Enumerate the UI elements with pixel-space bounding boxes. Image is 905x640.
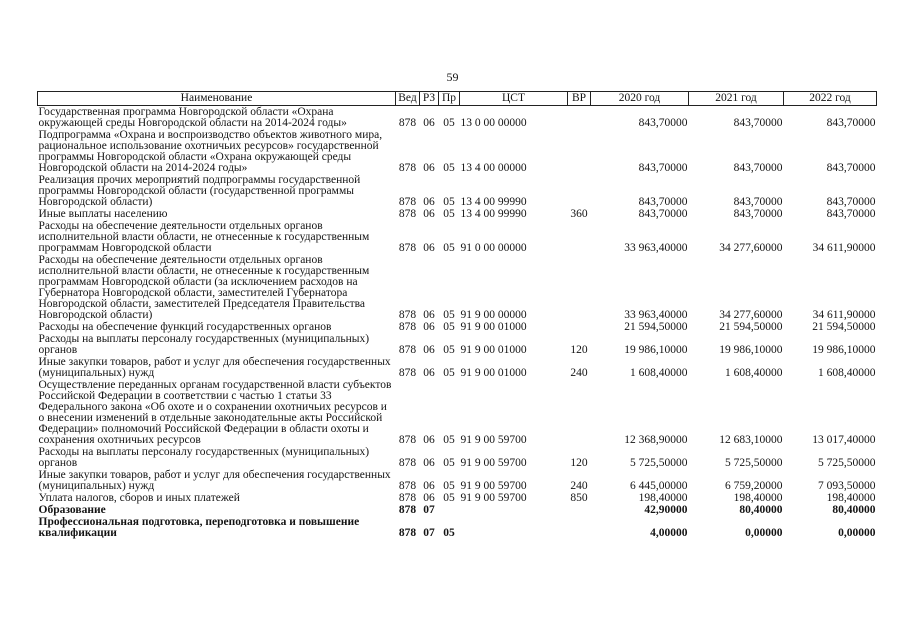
row-2021: 0,00000: [745, 526, 783, 539]
row-2020: 843,70000: [638, 161, 688, 174]
row-rz: 06: [423, 195, 435, 208]
row-name: Подпрограмма «Охрана и воспроизводство объектов животного мира, рациональное использование охотничьих ресурсов» государственной программы Новгородской области «Охрана окружающей среды Новгородской области на 2014-2024 годы»: [38, 128, 383, 174]
row-rz: 06: [423, 456, 435, 469]
row-vr: [568, 106, 591, 129]
row-name: Уплата налогов, сборов и иных платежей: [38, 491, 240, 504]
row-ved: 878: [398, 479, 417, 492]
row-2022: 843,70000: [826, 116, 876, 129]
row-cst: [460, 504, 568, 516]
row-vr: [568, 379, 591, 446]
row-2020: 4,00000: [650, 526, 688, 539]
row-2021: 843,70000: [733, 195, 783, 208]
row-cst: 91 9 00 01000: [460, 320, 527, 333]
row-ved: 878: [398, 456, 417, 469]
row-cst: 91 9 00 00000: [460, 308, 527, 321]
row-pr: 05: [443, 195, 455, 208]
table-row: [38, 333, 877, 356]
row-vr: 120: [570, 456, 588, 469]
row-2020: 42,90000: [644, 503, 688, 516]
row-pr: 05: [443, 366, 455, 379]
row-2020: 198,40000: [638, 491, 688, 504]
row-vr: 360: [570, 207, 588, 220]
row-2022: 843,70000: [826, 195, 876, 208]
table-row: [38, 379, 877, 446]
row-2022: 1 608,40000: [818, 366, 876, 379]
table-row: [38, 174, 877, 208]
row-vr: [568, 321, 591, 333]
header-name: Наименование: [38, 92, 396, 106]
row-2022: 21 594,50000: [812, 320, 876, 333]
row-name: Расходы на обеспечение деятельности отдельных органов исполнительной власти области, не отнесенные к государственным программам Новгородской области: [38, 219, 370, 254]
row-2021: 80,40000: [739, 503, 783, 516]
header-cst: ЦСТ: [460, 92, 568, 106]
row-2020: 5 725,50000: [630, 456, 688, 469]
row-rz: 06: [423, 116, 435, 129]
row-2022: 843,70000: [826, 207, 876, 220]
row-2021: 21 594,50000: [719, 320, 783, 333]
row-vr: [568, 174, 591, 208]
row-2021: 198,40000: [733, 491, 783, 504]
row-pr: 05: [443, 479, 455, 492]
row-cst: 13 4 00 00000: [460, 161, 527, 174]
row-ved: 878: [398, 433, 417, 446]
row-2021: 19 986,10000: [719, 343, 783, 356]
header-2020: 2020 год: [591, 92, 689, 106]
row-pr: 05: [443, 491, 455, 504]
row-rz: 07: [423, 526, 435, 539]
row-ved: 878: [398, 491, 417, 504]
table-row: [38, 446, 877, 469]
row-pr: 05: [443, 207, 455, 220]
row-pr: 05: [443, 320, 455, 333]
row-cst: 13 4 00 99990: [460, 207, 527, 220]
row-rz: 07: [423, 503, 435, 516]
row-name: Реализация прочих мероприятий подпрограммы государственной программы Новгородской области (государственной программы Новгородской области): [38, 173, 361, 208]
row-cst: 13 4 00 99990: [460, 195, 527, 208]
table-row: [38, 220, 877, 254]
row-2021: 34 277,60000: [719, 241, 783, 254]
row-2022: 80,40000: [832, 503, 876, 516]
row-2022: 34 611,90000: [812, 308, 876, 321]
row-2021: 34 277,60000: [719, 308, 783, 321]
row-rz: 06: [423, 320, 435, 333]
row-ved: 878: [398, 241, 417, 254]
row-2021: 1 608,40000: [725, 366, 783, 379]
row-ved: 878: [398, 161, 417, 174]
row-vr: 850: [570, 491, 588, 504]
table-row: [38, 469, 877, 492]
row-ved: 878: [398, 526, 417, 539]
row-ved: 878: [398, 366, 417, 379]
row-cst: 91 0 00 00000: [460, 241, 527, 254]
row-2022: 34 611,90000: [812, 241, 876, 254]
table-row: [38, 321, 877, 333]
row-rz: 06: [423, 366, 435, 379]
row-2022: 5 725,50000: [818, 456, 876, 469]
row-vr: [568, 220, 591, 254]
row-pr: 05: [443, 116, 455, 129]
row-cst: 91 9 00 59700: [460, 479, 527, 492]
row-ved: 878: [398, 116, 417, 129]
row-vr: 240: [570, 366, 588, 379]
row-2021: 843,70000: [733, 116, 783, 129]
row-2021: 12 683,10000: [719, 433, 783, 446]
header-2022: 2022 год: [784, 92, 877, 106]
row-vr: [568, 516, 591, 539]
row-2021: 843,70000: [733, 161, 783, 174]
row-name: Иные выплаты населению: [38, 207, 168, 220]
row-2022: 19 986,10000: [812, 343, 876, 356]
row-name: Государственная программа Новгородской области «Охрана окружающей среды Новгородской области на 2014-2024 годы»: [38, 105, 347, 129]
table-row: [38, 492, 877, 504]
row-2020: 1 608,40000: [630, 366, 688, 379]
row-vr: [568, 129, 591, 174]
row-2020: 12 368,90000: [624, 433, 688, 446]
row-cst: 91 9 00 59700: [460, 491, 527, 504]
row-pr: 05: [443, 433, 455, 446]
row-2021: 6 759,20000: [725, 479, 783, 492]
table-row: [38, 208, 877, 220]
row-rz: 06: [423, 479, 435, 492]
row-ved: 878: [398, 343, 417, 356]
table-row: [38, 106, 877, 129]
table-row: [38, 129, 877, 174]
row-2022: 843,70000: [826, 161, 876, 174]
table-row-section: [38, 516, 877, 539]
row-name: Образование: [38, 503, 106, 516]
row-2020: 6 445,00000: [630, 479, 688, 492]
header-2021: 2021 год: [689, 92, 784, 106]
row-rz: 06: [423, 343, 435, 356]
header-rz: РЗ: [420, 92, 439, 106]
row-pr: 05: [443, 161, 455, 174]
header-ved: Вед: [396, 92, 420, 106]
row-2020: 19 986,10000: [624, 343, 688, 356]
row-rz: 06: [423, 207, 435, 220]
table-row-section: [38, 504, 877, 516]
row-2020: 843,70000: [638, 195, 688, 208]
row-ved: 878: [398, 195, 417, 208]
row-cst: 13 0 00 00000: [460, 116, 527, 129]
row-2022: 0,00000: [838, 526, 876, 539]
row-ved: 878: [398, 207, 417, 220]
row-rz: 06: [423, 491, 435, 504]
table-row: [38, 356, 877, 379]
row-2020: 843,70000: [638, 207, 688, 220]
row-pr: 05: [443, 343, 455, 356]
row-ved: 878: [398, 320, 417, 333]
row-vr: 240: [570, 479, 588, 492]
row-cst: 91 9 00 59700: [460, 433, 527, 446]
row-cst: 91 9 00 01000: [460, 366, 527, 379]
page-number: 59: [446, 70, 459, 84]
row-vr: [568, 504, 591, 516]
row-name: Иные закупки товаров, работ и услуг для обеспечения государственных (муниципальных) нужд: [38, 468, 391, 492]
row-2020: 21 594,50000: [624, 320, 688, 333]
row-2022: 7 093,50000: [818, 479, 876, 492]
row-2021: 843,70000: [733, 207, 783, 220]
row-rz: 06: [423, 161, 435, 174]
row-2022: 198,40000: [826, 491, 876, 504]
row-name: Иные закупки товаров, работ и услуг для обеспечения государственных (муниципальных) нужд: [38, 355, 391, 379]
row-pr: 05: [443, 526, 455, 539]
row-cst: [460, 516, 568, 539]
row-name: Осуществление переданных органам государственной власти субъектов Российской Федерации в соответствии с частью 1 статьи 33 Федерального закона «Об охоте и о сохранении охотничьих ресурсов и о внесении изменений в отдельные законодательные акты Российской Федерации» полномочий Российской Федерации в области охоты и сохранения охотничьих ресурсов: [38, 378, 392, 446]
row-rz: 06: [423, 433, 435, 446]
row-pr: 05: [443, 241, 455, 254]
header-vr: ВР: [568, 92, 591, 106]
row-name: Расходы на обеспечение деятельности отдельных органов исполнительной власти области, не отнесенные к государственным программам Новгородской области (за исключением расходов на Губернатора Новгородской области, заместителей Губернатора Новгородской области, заместителей Председателя Правительства Новгородской области): [38, 253, 370, 321]
row-pr: 05: [443, 456, 455, 469]
budget-table: [37, 91, 877, 539]
row-rz: 06: [423, 241, 435, 254]
row-vr: 120: [570, 343, 588, 356]
row-name: Расходы на выплаты персоналу государственных (муниципальных) органов: [38, 332, 370, 356]
row-name: Профессиональная подготовка, переподготовка и повышение квалификации: [38, 515, 360, 539]
row-2020: 843,70000: [638, 116, 688, 129]
row-pr: [439, 504, 460, 516]
row-2021: 5 725,50000: [725, 456, 783, 469]
row-ved: 878: [398, 503, 417, 516]
row-pr: 05: [443, 308, 455, 321]
row-cst: 91 9 00 59700: [460, 456, 527, 469]
row-vr: [568, 254, 591, 321]
row-2020: 33 963,40000: [624, 308, 688, 321]
row-2020: 33 963,40000: [624, 241, 688, 254]
table-header-row: [38, 92, 877, 106]
row-rz: 06: [423, 308, 435, 321]
row-name: Расходы на выплаты персоналу государственных (муниципальных) органов: [38, 445, 370, 469]
row-2022: 13 017,40000: [812, 433, 876, 446]
table-row: [38, 254, 877, 321]
row-cst: 91 9 00 01000: [460, 343, 527, 356]
row-ved: 878: [398, 308, 417, 321]
header-pr: Пр: [439, 92, 460, 106]
row-name: Расходы на обеспечение функций государственных органов: [38, 320, 332, 333]
